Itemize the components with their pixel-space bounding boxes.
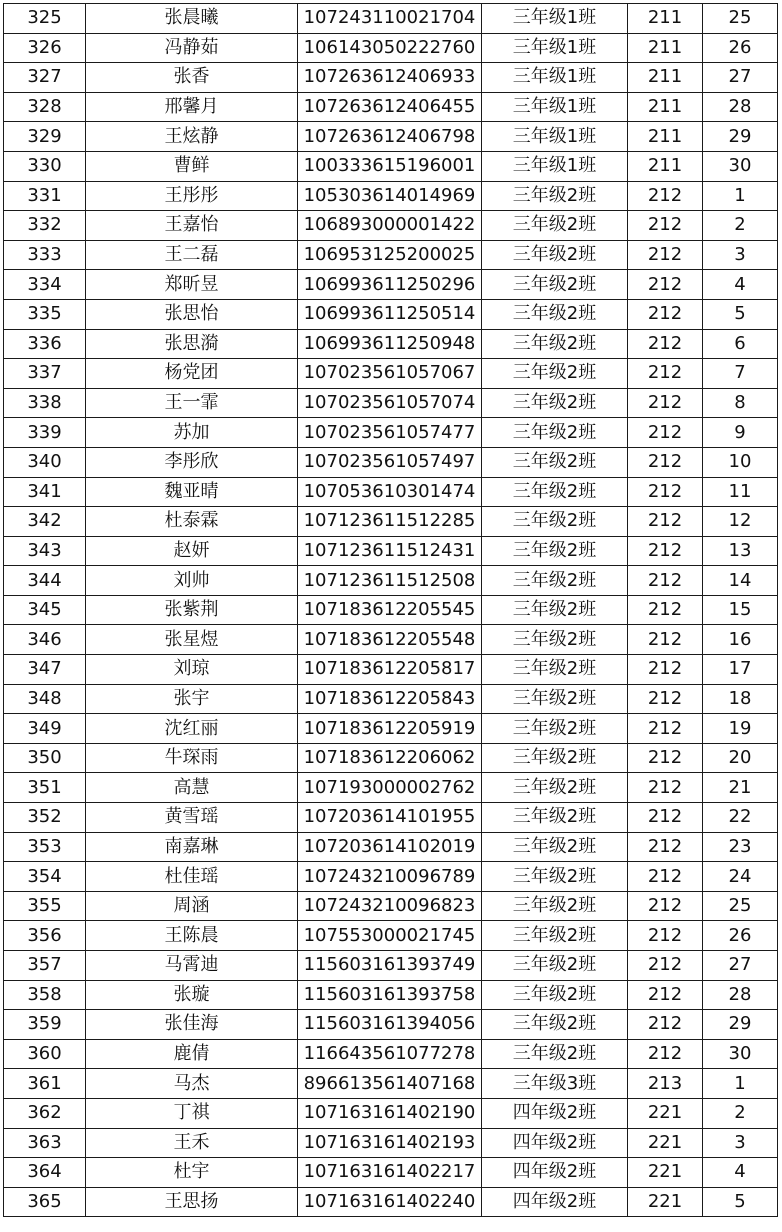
row-number-cell: 361: [4, 1069, 86, 1099]
class-code-cell: 212: [628, 921, 703, 951]
seat-number-cell: 3: [703, 240, 778, 270]
table-row: [4, 33, 778, 63]
class-code-cell: 212: [628, 240, 703, 270]
student-name-cell: 张晨曦: [86, 4, 298, 34]
student-id-cell: 107243210096823: [298, 891, 482, 921]
class-code-cell: 212: [628, 299, 703, 329]
seat-number-cell: 6: [703, 329, 778, 359]
student-id-cell: 116643561077278: [298, 1039, 482, 1069]
class-code-cell: 211: [628, 151, 703, 181]
table-row: [4, 951, 778, 981]
student-id-cell: 107053610301474: [298, 477, 482, 507]
table-row: [4, 329, 778, 359]
row-number-cell: 357: [4, 951, 86, 981]
student-name-cell: 王陈晨: [86, 921, 298, 951]
table-row: [4, 4, 778, 34]
table-row: [4, 891, 778, 921]
class-code-cell: 212: [628, 211, 703, 241]
class-code-cell: 212: [628, 803, 703, 833]
class-name-cell: 三年级2班: [482, 359, 628, 389]
class-code-cell: 212: [628, 418, 703, 448]
row-number-cell: 354: [4, 862, 86, 892]
class-code-cell: 211: [628, 63, 703, 93]
class-code-cell: 221: [628, 1158, 703, 1188]
student-name-cell: 王思扬: [86, 1187, 298, 1217]
row-number-cell: 333: [4, 240, 86, 270]
class-name-cell: 三年级2班: [482, 891, 628, 921]
class-code-cell: 212: [628, 566, 703, 596]
row-number-cell: 350: [4, 743, 86, 773]
class-code-cell: 212: [628, 743, 703, 773]
seat-number-cell: 26: [703, 921, 778, 951]
class-code-cell: 212: [628, 891, 703, 921]
table-row: [4, 270, 778, 300]
class-name-cell: 三年级1班: [482, 122, 628, 152]
class-code-cell: 212: [628, 181, 703, 211]
table-row: [4, 743, 778, 773]
row-number-cell: 327: [4, 63, 86, 93]
class-name-cell: 三年级2班: [482, 684, 628, 714]
class-code-cell: 212: [628, 1010, 703, 1040]
student-id-cell: 100333615196001: [298, 151, 482, 181]
student-id-cell: 107123611512285: [298, 507, 482, 537]
class-name-cell: 三年级2班: [482, 595, 628, 625]
student-name-cell: 张佳海: [86, 1010, 298, 1040]
student-name-cell: 南嘉琳: [86, 832, 298, 862]
class-code-cell: 211: [628, 4, 703, 34]
student-name-cell: 丁祺: [86, 1098, 298, 1128]
student-id-cell: 105303614014969: [298, 181, 482, 211]
class-code-cell: 221: [628, 1187, 703, 1217]
class-name-cell: 三年级2班: [482, 803, 628, 833]
student-name-cell: 周涵: [86, 891, 298, 921]
table-row: [4, 595, 778, 625]
row-number-cell: 343: [4, 536, 86, 566]
table-row: [4, 921, 778, 951]
row-number-cell: 332: [4, 211, 86, 241]
table-row: [4, 388, 778, 418]
row-number-cell: 360: [4, 1039, 86, 1069]
student-id-cell: 106993611250296: [298, 270, 482, 300]
student-name-cell: 高慧: [86, 773, 298, 803]
student-name-cell: 魏亚晴: [86, 477, 298, 507]
student-id-cell: 115603161393749: [298, 951, 482, 981]
seat-number-cell: 20: [703, 743, 778, 773]
student-id-cell: 107023561057477: [298, 418, 482, 448]
student-id-cell: 106143050222760: [298, 33, 482, 63]
student-id-cell: 107203614101955: [298, 803, 482, 833]
class-code-cell: 211: [628, 122, 703, 152]
class-code-cell: 212: [628, 832, 703, 862]
student-id-cell: 107123611512508: [298, 566, 482, 596]
seat-number-cell: 18: [703, 684, 778, 714]
student-id-cell: 106953125200025: [298, 240, 482, 270]
table-row: [4, 1128, 778, 1158]
student-name-cell: 张思漪: [86, 329, 298, 359]
table-row: [4, 980, 778, 1010]
row-number-cell: 346: [4, 625, 86, 655]
student-id-cell: 107183612205843: [298, 684, 482, 714]
student-id-cell: 107193000002762: [298, 773, 482, 803]
class-name-cell: 三年级2班: [482, 507, 628, 537]
student-table: [3, 3, 778, 1217]
student-id-cell: 107263612406455: [298, 92, 482, 122]
class-code-cell: 212: [628, 980, 703, 1010]
seat-number-cell: 24: [703, 862, 778, 892]
seat-number-cell: 1: [703, 1069, 778, 1099]
student-name-cell: 冯静茹: [86, 33, 298, 63]
table-row: [4, 151, 778, 181]
table-row: [4, 477, 778, 507]
seat-number-cell: 5: [703, 299, 778, 329]
table-row: [4, 1010, 778, 1040]
class-code-cell: 212: [628, 595, 703, 625]
student-name-cell: 黄雪瑶: [86, 803, 298, 833]
seat-number-cell: 28: [703, 92, 778, 122]
row-number-cell: 334: [4, 270, 86, 300]
student-id-cell: 107183612206062: [298, 743, 482, 773]
row-number-cell: 337: [4, 359, 86, 389]
class-name-cell: 三年级2班: [482, 743, 628, 773]
seat-number-cell: 14: [703, 566, 778, 596]
student-id-cell: 107123611512431: [298, 536, 482, 566]
row-number-cell: 340: [4, 447, 86, 477]
student-name-cell: 王彤彤: [86, 181, 298, 211]
seat-number-cell: 25: [703, 891, 778, 921]
seat-number-cell: 10: [703, 447, 778, 477]
class-code-cell: 212: [628, 477, 703, 507]
seat-number-cell: 16: [703, 625, 778, 655]
row-number-cell: 365: [4, 1187, 86, 1217]
row-number-cell: 351: [4, 773, 86, 803]
student-id-cell: 107183612205545: [298, 595, 482, 625]
table-row: [4, 832, 778, 862]
seat-number-cell: 3: [703, 1128, 778, 1158]
table-body: [4, 4, 778, 1217]
student-id-cell: 107203614102019: [298, 832, 482, 862]
class-name-cell: 四年级2班: [482, 1098, 628, 1128]
seat-number-cell: 19: [703, 714, 778, 744]
seat-number-cell: 17: [703, 655, 778, 685]
class-code-cell: 212: [628, 714, 703, 744]
seat-number-cell: 29: [703, 122, 778, 152]
seat-number-cell: 30: [703, 151, 778, 181]
class-code-cell: 212: [628, 536, 703, 566]
class-name-cell: 三年级2班: [482, 655, 628, 685]
class-name-cell: 四年级2班: [482, 1128, 628, 1158]
student-name-cell: 赵妍: [86, 536, 298, 566]
table-row: [4, 299, 778, 329]
student-id-cell: 107263612406798: [298, 122, 482, 152]
row-number-cell: 355: [4, 891, 86, 921]
student-name-cell: 张宇: [86, 684, 298, 714]
student-id-cell: 107263612406933: [298, 63, 482, 93]
student-name-cell: 刘帅: [86, 566, 298, 596]
student-name-cell: 苏加: [86, 418, 298, 448]
seat-number-cell: 1: [703, 181, 778, 211]
table-row: [4, 211, 778, 241]
class-name-cell: 三年级2班: [482, 536, 628, 566]
class-code-cell: 212: [628, 507, 703, 537]
class-code-cell: 212: [628, 388, 703, 418]
table-row: [4, 359, 778, 389]
row-number-cell: 330: [4, 151, 86, 181]
student-id-cell: 107163161402217: [298, 1158, 482, 1188]
row-number-cell: 328: [4, 92, 86, 122]
table-row: [4, 625, 778, 655]
student-id-cell: 896613561407168: [298, 1069, 482, 1099]
table-row: [4, 1039, 778, 1069]
row-number-cell: 325: [4, 4, 86, 34]
class-code-cell: 212: [628, 862, 703, 892]
seat-number-cell: 21: [703, 773, 778, 803]
row-number-cell: 336: [4, 329, 86, 359]
class-name-cell: 三年级1班: [482, 33, 628, 63]
class-name-cell: 三年级2班: [482, 832, 628, 862]
table-row: [4, 684, 778, 714]
class-code-cell: 213: [628, 1069, 703, 1099]
class-name-cell: 三年级2班: [482, 299, 628, 329]
row-number-cell: 352: [4, 803, 86, 833]
student-id-cell: 107243110021704: [298, 4, 482, 34]
table-row: [4, 803, 778, 833]
table-row: [4, 507, 778, 537]
table-row: [4, 122, 778, 152]
class-code-cell: 212: [628, 447, 703, 477]
table-row: [4, 536, 778, 566]
student-id-cell: 107163161402190: [298, 1098, 482, 1128]
table-row: [4, 655, 778, 685]
row-number-cell: 326: [4, 33, 86, 63]
student-name-cell: 王禾: [86, 1128, 298, 1158]
seat-number-cell: 27: [703, 951, 778, 981]
class-code-cell: 212: [628, 270, 703, 300]
student-id-cell: 107553000021745: [298, 921, 482, 951]
seat-number-cell: 30: [703, 1039, 778, 1069]
class-name-cell: 三年级2班: [482, 270, 628, 300]
row-number-cell: 356: [4, 921, 86, 951]
student-name-cell: 李彤欣: [86, 447, 298, 477]
class-name-cell: 三年级2班: [482, 951, 628, 981]
table-row: [4, 92, 778, 122]
class-name-cell: 三年级1班: [482, 151, 628, 181]
seat-number-cell: 26: [703, 33, 778, 63]
class-code-cell: 212: [628, 625, 703, 655]
row-number-cell: 329: [4, 122, 86, 152]
student-id-cell: 115603161394056: [298, 1010, 482, 1040]
seat-number-cell: 11: [703, 477, 778, 507]
class-name-cell: 三年级2班: [482, 921, 628, 951]
table-row: [4, 1187, 778, 1217]
student-id-cell: 107023561057067: [298, 359, 482, 389]
class-name-cell: 三年级2班: [482, 625, 628, 655]
row-number-cell: 331: [4, 181, 86, 211]
student-name-cell: 杜宇: [86, 1158, 298, 1188]
student-name-cell: 牛琛雨: [86, 743, 298, 773]
class-name-cell: 三年级1班: [482, 4, 628, 34]
class-name-cell: 三年级2班: [482, 329, 628, 359]
student-name-cell: 曹鲜: [86, 151, 298, 181]
student-id-cell: 107183612205817: [298, 655, 482, 685]
student-id-cell: 107243210096789: [298, 862, 482, 892]
class-name-cell: 三年级2班: [482, 1039, 628, 1069]
seat-number-cell: 4: [703, 270, 778, 300]
class-code-cell: 212: [628, 684, 703, 714]
student-id-cell: 107163161402240: [298, 1187, 482, 1217]
seat-number-cell: 7: [703, 359, 778, 389]
student-name-cell: 王嘉怡: [86, 211, 298, 241]
class-code-cell: 221: [628, 1098, 703, 1128]
seat-number-cell: 2: [703, 211, 778, 241]
row-number-cell: 335: [4, 299, 86, 329]
class-code-cell: 221: [628, 1128, 703, 1158]
class-name-cell: 三年级2班: [482, 1010, 628, 1040]
seat-number-cell: 29: [703, 1010, 778, 1040]
seat-number-cell: 27: [703, 63, 778, 93]
class-name-cell: 三年级2班: [482, 477, 628, 507]
row-number-cell: 345: [4, 595, 86, 625]
student-name-cell: 张璇: [86, 980, 298, 1010]
table-row: [4, 862, 778, 892]
student-name-cell: 郑昕昱: [86, 270, 298, 300]
table-row: [4, 1098, 778, 1128]
row-number-cell: 363: [4, 1128, 86, 1158]
row-number-cell: 344: [4, 566, 86, 596]
student-name-cell: 王一霏: [86, 388, 298, 418]
table-row: [4, 773, 778, 803]
student-name-cell: 马杰: [86, 1069, 298, 1099]
row-number-cell: 364: [4, 1158, 86, 1188]
student-name-cell: 王炫静: [86, 122, 298, 152]
student-name-cell: 马霄迪: [86, 951, 298, 981]
table-row: [4, 181, 778, 211]
student-name-cell: 邢馨月: [86, 92, 298, 122]
table-row: [4, 240, 778, 270]
student-id-cell: 107163161402193: [298, 1128, 482, 1158]
row-number-cell: 359: [4, 1010, 86, 1040]
row-number-cell: 341: [4, 477, 86, 507]
class-name-cell: 三年级2班: [482, 447, 628, 477]
class-name-cell: 三年级2班: [482, 862, 628, 892]
student-id-cell: 107183612205919: [298, 714, 482, 744]
student-name-cell: 刘琼: [86, 655, 298, 685]
student-name-cell: 张星煜: [86, 625, 298, 655]
class-name-cell: 三年级2班: [482, 418, 628, 448]
student-name-cell: 沈红丽: [86, 714, 298, 744]
seat-number-cell: 25: [703, 4, 778, 34]
class-name-cell: 三年级2班: [482, 980, 628, 1010]
table-row: [4, 447, 778, 477]
table-row: [4, 63, 778, 93]
class-name-cell: 三年级2班: [482, 181, 628, 211]
class-name-cell: 三年级2班: [482, 211, 628, 241]
class-code-cell: 212: [628, 655, 703, 685]
row-number-cell: 338: [4, 388, 86, 418]
student-name-cell: 鹿倩: [86, 1039, 298, 1069]
seat-number-cell: 22: [703, 803, 778, 833]
table-row: [4, 1158, 778, 1188]
row-number-cell: 347: [4, 655, 86, 685]
seat-number-cell: 12: [703, 507, 778, 537]
seat-number-cell: 15: [703, 595, 778, 625]
class-name-cell: 三年级1班: [482, 92, 628, 122]
student-id-cell: 107183612205548: [298, 625, 482, 655]
class-name-cell: 四年级2班: [482, 1158, 628, 1188]
student-name-cell: 王二磊: [86, 240, 298, 270]
seat-number-cell: 23: [703, 832, 778, 862]
student-name-cell: 杜泰霖: [86, 507, 298, 537]
table-row: [4, 714, 778, 744]
student-id-cell: 107023561057497: [298, 447, 482, 477]
student-name-cell: 张思怡: [86, 299, 298, 329]
class-code-cell: 212: [628, 1039, 703, 1069]
row-number-cell: 349: [4, 714, 86, 744]
student-id-cell: 106893000001422: [298, 211, 482, 241]
student-name-cell: 张香: [86, 63, 298, 93]
class-code-cell: 212: [628, 773, 703, 803]
student-id-cell: 106993611250948: [298, 329, 482, 359]
class-code-cell: 212: [628, 359, 703, 389]
seat-number-cell: 28: [703, 980, 778, 1010]
seat-number-cell: 4: [703, 1158, 778, 1188]
class-name-cell: 三年级1班: [482, 63, 628, 93]
student-name-cell: 杜佳瑶: [86, 862, 298, 892]
row-number-cell: 353: [4, 832, 86, 862]
student-id-cell: 107023561057074: [298, 388, 482, 418]
class-code-cell: 211: [628, 92, 703, 122]
class-name-cell: 三年级2班: [482, 566, 628, 596]
student-id-cell: 106993611250514: [298, 299, 482, 329]
class-name-cell: 三年级3班: [482, 1069, 628, 1099]
row-number-cell: 339: [4, 418, 86, 448]
class-code-cell: 212: [628, 951, 703, 981]
row-number-cell: 342: [4, 507, 86, 537]
class-name-cell: 四年级2班: [482, 1187, 628, 1217]
table-row: [4, 418, 778, 448]
class-name-cell: 三年级2班: [482, 388, 628, 418]
seat-number-cell: 2: [703, 1098, 778, 1128]
student-id-cell: 115603161393758: [298, 980, 482, 1010]
class-name-cell: 三年级2班: [482, 773, 628, 803]
seat-number-cell: 8: [703, 388, 778, 418]
class-name-cell: 三年级2班: [482, 240, 628, 270]
student-name-cell: 杨党团: [86, 359, 298, 389]
seat-number-cell: 13: [703, 536, 778, 566]
class-code-cell: 212: [628, 329, 703, 359]
seat-number-cell: 5: [703, 1187, 778, 1217]
row-number-cell: 358: [4, 980, 86, 1010]
table-row: [4, 1069, 778, 1099]
class-name-cell: 三年级2班: [482, 714, 628, 744]
seat-number-cell: 9: [703, 418, 778, 448]
student-name-cell: 张紫荆: [86, 595, 298, 625]
row-number-cell: 362: [4, 1098, 86, 1128]
class-code-cell: 211: [628, 33, 703, 63]
row-number-cell: 348: [4, 684, 86, 714]
table-row: [4, 566, 778, 596]
